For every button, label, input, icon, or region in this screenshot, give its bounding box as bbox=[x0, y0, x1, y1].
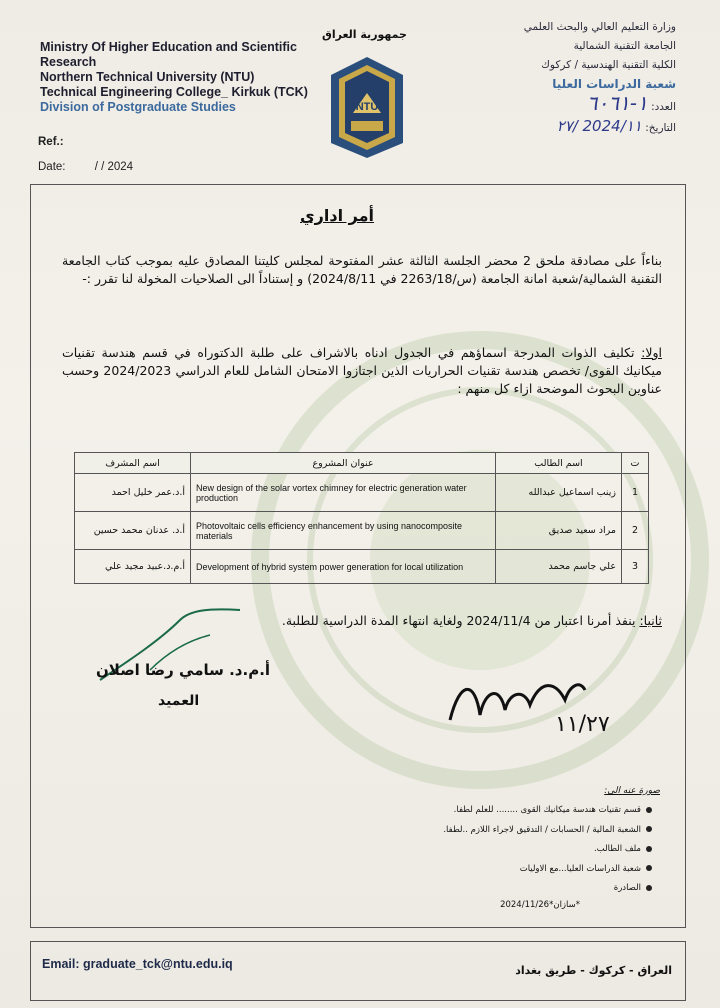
first-text: تكليف الذوات المدرجة اسماؤهم في الجدول ادناه بالاشراف على طلبة الدكتوراه في قسم هندسة تقنيات ميكانيك القوى/ تخصص هندسة تقنيات الحراريات الذين اجتازوا الامتحان الشامل للعام الدراسي 2024/2023 وحسب عناوين البحوث الموضحة ازاء كل منهم : bbox=[62, 345, 662, 396]
footer-email: Email: graduate_tck@ntu.edu.iq bbox=[42, 957, 233, 971]
university-name: Northern Technical University (NTU) bbox=[40, 70, 255, 84]
number-line bbox=[524, 91, 676, 117]
supervision-table bbox=[74, 452, 649, 584]
dean-title: العميد bbox=[158, 693, 200, 709]
cc-item: شعبة الدراسات العليا...مع الاوليات bbox=[443, 860, 652, 880]
date-ar-value: 2024/١١ /٢٧ bbox=[556, 117, 642, 135]
date-line bbox=[38, 161, 133, 173]
cc-item: الصادرة bbox=[443, 879, 652, 899]
date-label: Date: bbox=[38, 161, 66, 173]
cc-item: الشعبة المالية / الحسابات / التدقيق لاجراء اللازم ..لطفا. bbox=[443, 821, 652, 841]
cc-date-note: *سازان*2024/11/26 bbox=[500, 900, 580, 910]
row-student: مراد سعيد صديق bbox=[496, 512, 622, 550]
table-row bbox=[75, 474, 649, 512]
dean-name: أ.م.د. سامي رضا اصلان bbox=[96, 661, 271, 679]
handwritten-date: ١١/٢٧ bbox=[555, 712, 610, 737]
row-student: زينب اسماعيل عبدالله bbox=[496, 474, 622, 512]
row-project: New design of the solar vortex chimney for electric generation water production bbox=[191, 474, 496, 512]
row-supervisor: أ.د. عدنان محمد حسين bbox=[75, 512, 191, 550]
university-ar: الجامعة التقنية الشمالية bbox=[573, 40, 676, 52]
second-label: ثانيا: bbox=[639, 613, 662, 628]
second-clause bbox=[62, 612, 662, 630]
header-english bbox=[40, 40, 308, 115]
logo-caption: NTU bbox=[355, 101, 379, 113]
row-supervisor: أ.د.عمر خليل احمد bbox=[75, 474, 191, 512]
division-name: Division of Postgraduate Studies bbox=[40, 100, 236, 114]
second-text: ينفذ أمرنا اعتبار من 2024/11/4 ولغاية انتهاء المدة الدراسية للطلبة. bbox=[281, 613, 640, 628]
ministry-line2: Research bbox=[40, 55, 97, 69]
cc-list bbox=[443, 801, 652, 899]
table-header-row bbox=[75, 453, 649, 474]
header-arabic bbox=[524, 18, 676, 138]
cc-title: صورة عنه الى: bbox=[604, 786, 660, 796]
college-ar: الكلية التقنية الهندسية / كركوك bbox=[541, 59, 676, 71]
intro-paragraph: بناءاً على مصادقة ملحق 2 محضر الجلسة الثالثة عشر المفتوحة لمجلس كليتنا المصادق عليه بموجب كتاب الجامعة التقنية الشمالية/شعبة امانة الجامعة (س/2263/18 في 2024/8/11) و إستناداً الى الصلاحيات المخولة لنا تقرر :- bbox=[62, 253, 662, 286]
header-supervisor: اسم المشرف bbox=[75, 453, 191, 474]
first-clause bbox=[62, 344, 662, 398]
footer-address: العراق - كركوك - طريق بغداد bbox=[515, 964, 672, 977]
number-value: ١-٦٠٦١ bbox=[586, 91, 648, 115]
cc-item: ملف الطالب. bbox=[443, 840, 652, 860]
table-row bbox=[75, 550, 649, 584]
republic-title: جمهورية العراق bbox=[322, 28, 407, 41]
ref-label: Ref.: bbox=[38, 136, 64, 148]
row-project: Photovoltaic cells efficiency enhancement by using nanocomposite materials bbox=[191, 512, 496, 550]
header-student: اسم الطالب bbox=[496, 453, 622, 474]
cc-item: قسم تقنيات هندسة ميكانيك القوى ........ للعلم لطفا. bbox=[443, 801, 652, 821]
ministry-line1: Ministry Of Higher Education and Scientific bbox=[40, 40, 297, 54]
university-logo-icon bbox=[327, 55, 407, 160]
row-student: علي جاسم محمد bbox=[496, 550, 622, 584]
ministry-ar: وزارة التعليم العالي والبحث العلمي bbox=[523, 21, 676, 33]
table-row bbox=[75, 512, 649, 550]
row-num: 1 bbox=[622, 474, 649, 512]
date-ar-label: التاريخ: bbox=[645, 122, 676, 134]
row-supervisor: أ.م.د.عبيد مجيد علي bbox=[75, 550, 191, 584]
header-num: ت bbox=[622, 453, 649, 474]
number-label: العدد: bbox=[651, 101, 676, 113]
first-label: اولا: bbox=[641, 345, 662, 360]
college-name: Technical Engineering College_ Kirkuk (TCK) bbox=[40, 85, 308, 99]
row-project: Development of hybrid system power generation for local utilization bbox=[191, 550, 496, 584]
header-project: عنوان المشروع bbox=[191, 453, 496, 474]
order-title: أمر اداري bbox=[300, 206, 374, 225]
date-value: / / 2024 bbox=[94, 161, 134, 173]
row-num: 3 bbox=[622, 550, 649, 584]
date-ar-line bbox=[524, 117, 676, 138]
division-ar: شعبة الدراسات العليا bbox=[552, 77, 676, 91]
row-num: 2 bbox=[622, 512, 649, 550]
